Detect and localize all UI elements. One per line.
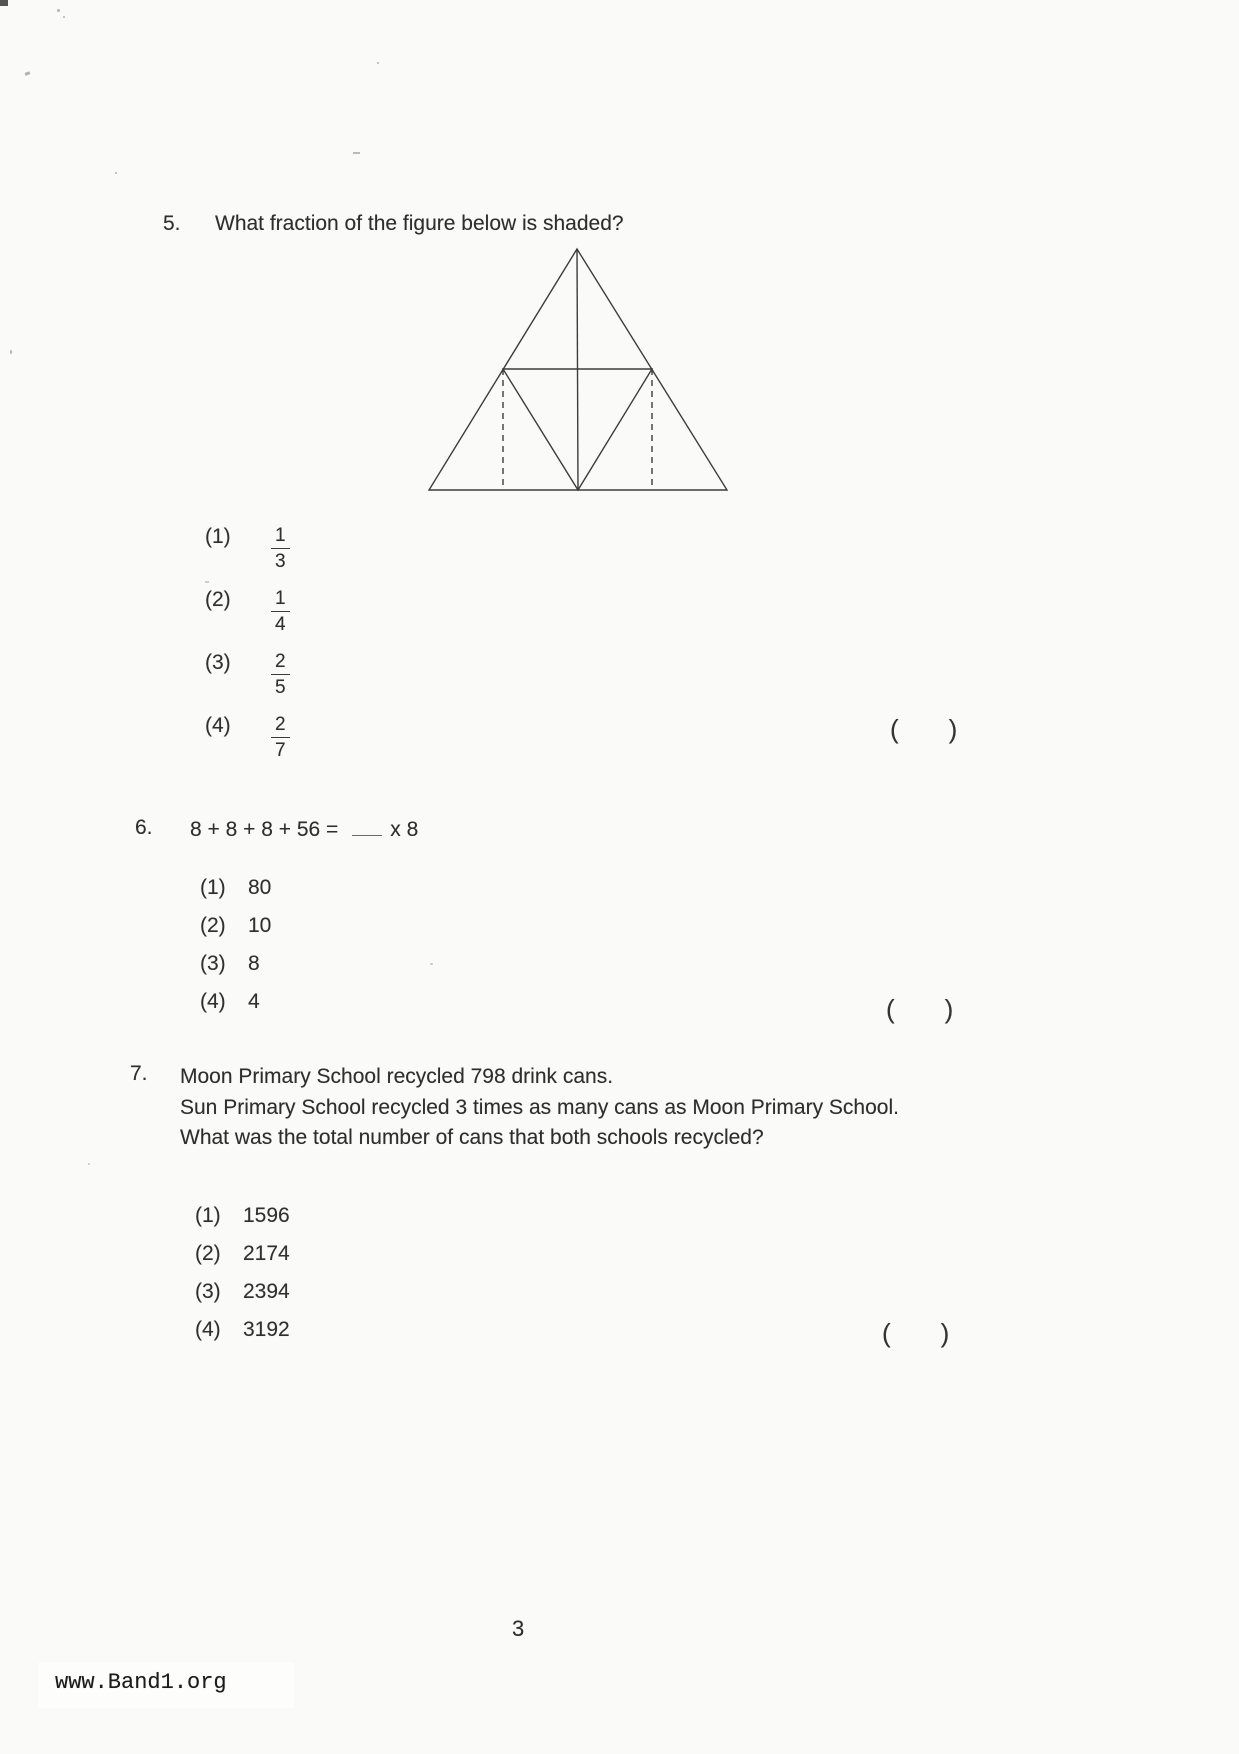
option bbox=[200, 952, 271, 976]
fraction-denominator: 5 bbox=[275, 677, 286, 698]
option-label: (3) bbox=[205, 651, 231, 674]
question-7-options bbox=[195, 1204, 290, 1356]
option-label: (3) bbox=[200, 952, 226, 975]
option-label: (2) bbox=[200, 914, 226, 937]
fraction bbox=[271, 525, 290, 573]
option-label: (3) bbox=[195, 1280, 221, 1303]
question-number: 7. bbox=[130, 1062, 148, 1085]
fraction bbox=[271, 651, 290, 699]
option bbox=[195, 1242, 290, 1266]
fraction-numerator: 1 bbox=[271, 588, 290, 612]
option bbox=[195, 1204, 290, 1228]
fraction-numerator: 2 bbox=[271, 651, 290, 675]
option-label: (2) bbox=[195, 1242, 221, 1265]
scan-speckle bbox=[10, 350, 12, 354]
bracket-close: ) bbox=[948, 714, 958, 744]
fraction-denominator: 3 bbox=[275, 551, 286, 572]
question-equation bbox=[190, 816, 418, 842]
option-value: 10 bbox=[248, 914, 272, 937]
footer-watermark: www.Band1.org bbox=[55, 1670, 227, 1695]
option bbox=[200, 876, 271, 900]
fraction-denominator: 4 bbox=[275, 614, 286, 635]
option bbox=[205, 525, 290, 573]
answer-bracket bbox=[886, 994, 953, 1025]
option-label: (4) bbox=[195, 1318, 221, 1341]
option-value: 4 bbox=[248, 990, 260, 1013]
option-label: (1) bbox=[195, 1204, 221, 1227]
option bbox=[200, 914, 271, 938]
equation-left: 8 + 8 + 8 + 56 = bbox=[190, 818, 339, 841]
fraction-denominator: 7 bbox=[275, 740, 286, 761]
option-value: 1596 bbox=[243, 1204, 290, 1227]
question-line: Moon Primary School recycled 798 drink cans. bbox=[180, 1065, 614, 1088]
scan-speckle bbox=[25, 71, 31, 76]
option-value: 8 bbox=[248, 952, 260, 975]
scan-speckle bbox=[115, 172, 117, 174]
option-label: (2) bbox=[205, 588, 231, 611]
bracket-open: ( bbox=[886, 994, 895, 1024]
scan-speckle bbox=[88, 1163, 90, 1165]
scan-edge-mark bbox=[0, 0, 8, 6]
option-label: (4) bbox=[200, 990, 226, 1013]
question-number: 6. bbox=[135, 816, 153, 839]
question-6-options bbox=[200, 876, 271, 1028]
option bbox=[205, 588, 290, 636]
bracket-close: ) bbox=[944, 994, 954, 1024]
bracket-close: ) bbox=[940, 1318, 950, 1348]
question-line: Sun Primary School recycled 3 times as many cans as Moon Primary School. bbox=[180, 1095, 899, 1119]
page-number: 3 bbox=[512, 1616, 525, 1641]
scan-speckle bbox=[353, 152, 360, 154]
answer-bracket bbox=[882, 1318, 949, 1349]
option-value: 2174 bbox=[243, 1242, 290, 1265]
fraction-numerator: 1 bbox=[271, 525, 290, 549]
question-text bbox=[180, 1062, 940, 1154]
bracket-open: ( bbox=[890, 714, 899, 744]
fraction bbox=[271, 588, 290, 636]
option bbox=[205, 651, 290, 699]
option bbox=[200, 990, 271, 1014]
bracket-open: ( bbox=[882, 1318, 891, 1348]
question-text: What fraction of the figure below is shaded? bbox=[215, 212, 624, 235]
option-value: 3192 bbox=[243, 1318, 290, 1341]
fraction bbox=[271, 714, 290, 762]
option-label: (1) bbox=[200, 876, 226, 899]
answer-bracket bbox=[890, 714, 957, 745]
option bbox=[205, 714, 290, 762]
question-number: 5. bbox=[163, 212, 181, 235]
option-value: 2394 bbox=[243, 1280, 290, 1303]
option-value: 80 bbox=[248, 876, 272, 899]
question-5-options bbox=[205, 525, 290, 777]
option bbox=[195, 1318, 290, 1342]
question-line: What was the total number of cans that both schools recycled? bbox=[180, 1126, 764, 1149]
fraction-numerator: 2 bbox=[271, 714, 290, 738]
shaded-fraction-figure bbox=[425, 243, 733, 497]
equation-blank bbox=[352, 816, 382, 836]
scan-speckle bbox=[63, 16, 65, 18]
equation-right: x 8 bbox=[390, 818, 419, 841]
option bbox=[195, 1280, 290, 1304]
scan-speckle bbox=[377, 62, 379, 64]
scan-speckle bbox=[57, 9, 60, 12]
option-label: (4) bbox=[205, 714, 231, 737]
option-label: (1) bbox=[205, 525, 231, 548]
scan-speckle bbox=[430, 963, 433, 965]
